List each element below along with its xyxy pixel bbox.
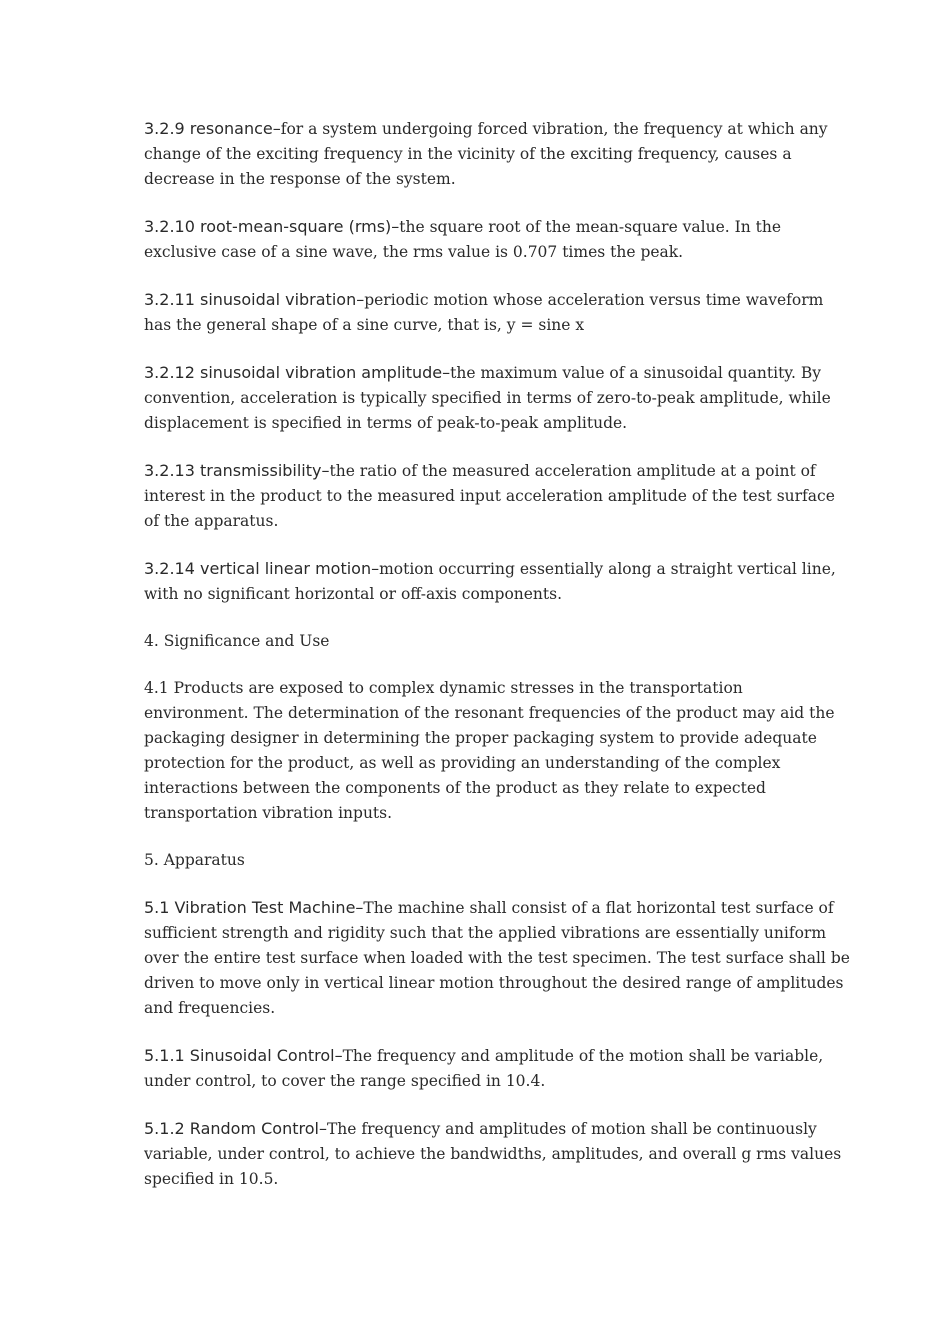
definition-3-2-11 [144, 287, 852, 338]
definition-text: the square root of the mean-square value. In the exclusive case of a sine wave, the rms value is 0.707 times the peak. [144, 218, 782, 261]
definition-text: the maximum value of a sinusoidal quantity. By convention, acceleration is typically specified in terms of zero-to-peak amplitude, while displacement is specified in terms of peak-to-peak amplitude. [144, 364, 831, 432]
paragraph-5-1-2 [144, 1116, 852, 1192]
section-heading-4: 4. Significance and Use [144, 632, 330, 650]
paragraph-4-1: 4.1 Products are exposed to complex dynamic stresses in the transportation environment. The determination of the resonant frequencies of the product may aid the packaging designer in determining the proper packaging system to provide adequate protection for the product, as well as providing an understanding of the complex interactions between the components of the product as they relate to expected transportation vibration inputs. [144, 679, 835, 822]
definition-3-2-13 [144, 458, 852, 534]
definition-3-2-10 [144, 214, 852, 265]
definition-text: periodic motion whose acceleration versus time waveform has the general shape of a sine curve, that is, y = sine x [144, 291, 824, 334]
document-page [144, 116, 852, 1214]
definition-3-2-9 [144, 116, 852, 192]
term-sinusoidal-control: 5.1.1 Sinusoidal Control– [144, 1046, 343, 1065]
definition-text: for a system undergoing forced vibration, the frequency at which any change of the exciting frequency in the vicinity of the exciting frequency, causes a decrease in the response of the system. [144, 120, 828, 188]
term-random-control: 5.1.2 Random Control– [144, 1119, 327, 1138]
definition-3-2-14 [144, 556, 852, 607]
term-sinusoidal-vibration-amplitude: 3.2.12 sinusoidal vibration amplitude– [144, 363, 451, 382]
definition-text: the ratio of the measured acceleration amplitude at a point of interest in the product to the measured input acceleration amplitude of the test surface of the apparatus. [144, 462, 835, 530]
definition-3-2-12 [144, 360, 852, 436]
section-heading-5: 5. Apparatus [144, 851, 245, 869]
paragraph-text: The frequency and amplitudes of motion shall be continuously variable, under control, to achieve the bandwidths, amplitudes, and overall g rms values specified in 10.5. [144, 1120, 842, 1188]
term-vibration-test-machine: 5.1 Vibration Test Machine– [144, 898, 364, 917]
term-transmissibility: 3.2.13 transmissibility– [144, 461, 330, 480]
term-vertical-linear-motion: 3.2.14 vertical linear motion– [144, 559, 380, 578]
term-sinusoidal-vibration: 3.2.11 sinusoidal vibration– [144, 290, 365, 309]
definition-text: motion occurring essentially along a straight vertical line, with no significant horizontal or off-axis components. [144, 560, 836, 603]
term-root-mean-square: 3.2.10 root-mean-square (rms)– [144, 217, 400, 236]
paragraph-text: The machine shall consist of a flat horizontal test surface of sufficient strength and rigidity such that the applied vibrations are essentially uniform over the entire test surface when loaded with the test specimen. The test surface shall be driven to move only in vertical linear motion throughout the desired range of amplitudes and frequencies. [144, 899, 850, 1017]
paragraph-text: The frequency and amplitude of the motion shall be variable, under control, to cover the range specified in 10.4. [144, 1047, 824, 1090]
paragraph-5-1-1 [144, 1043, 852, 1094]
term-resonance: 3.2.9 resonance– [144, 119, 281, 138]
paragraph-5-1 [144, 895, 852, 1021]
